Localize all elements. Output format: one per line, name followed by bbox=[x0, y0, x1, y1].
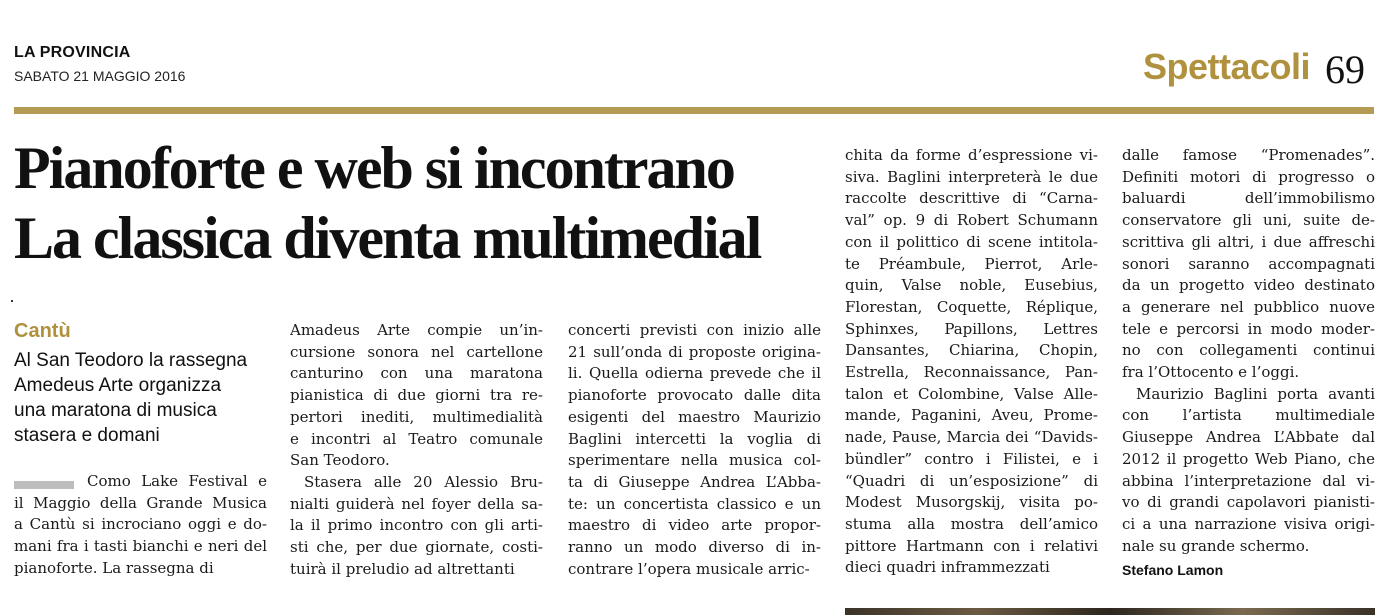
text-line: chita da forme d’espressione vi- bbox=[845, 146, 1098, 164]
text-line: quin, Valse noble, Eusebius, bbox=[845, 276, 1098, 295]
text-line: Estrella, Reconnaissance, Pan- bbox=[845, 363, 1098, 382]
subheadline-line: Amedeus Arte organizza bbox=[14, 375, 222, 396]
text-line: talon et Colombine, Valse Alle- bbox=[845, 384, 1098, 403]
headline-line-2: La classica diventa multimedial bbox=[14, 205, 761, 271]
text-line: sperimentare nella musica col- bbox=[568, 451, 821, 470]
text-line: 2012 il progetto Web Piano, che bbox=[1122, 449, 1375, 468]
text-line: a Cantù si incrociano oggi e do- bbox=[14, 515, 267, 534]
text-line: Maurizio Baglini porta avanti bbox=[1136, 384, 1375, 403]
newspaper-name: LA PROVINCIA bbox=[14, 44, 131, 61]
text-line: nale su grande schermo. bbox=[1122, 536, 1310, 555]
text-line: ci a una narrazione visiva origi- bbox=[1122, 514, 1375, 533]
text-line: nialti guiderà nel foyer della sa- bbox=[290, 494, 543, 513]
page-number: 69 bbox=[1325, 47, 1365, 92]
text-line: Definiti motori di progresso o bbox=[1122, 167, 1375, 186]
text-line: tuirà il preludio ad altrettanti bbox=[290, 559, 515, 578]
text-line: 21 sull’onda di proposte origina- bbox=[568, 342, 821, 361]
text-line: con il polittico di scene intitola- bbox=[845, 232, 1098, 251]
section-rule bbox=[14, 107, 1374, 114]
text-line: dalle famose “Promenades”. bbox=[1122, 146, 1375, 164]
text-line: ranno un modo diverso di in- bbox=[568, 538, 821, 557]
section-title: Spettacoli bbox=[1143, 46, 1311, 87]
text-line: Como Lake Festival e bbox=[87, 472, 267, 490]
article-column-2 bbox=[290, 320, 543, 580]
text-line: li. Quella odierna prevede che il bbox=[568, 364, 821, 383]
article-column-3 bbox=[568, 320, 821, 580]
text-line: fra l’Ottocento e l’oggi. bbox=[1122, 363, 1300, 382]
text-line: no con collegamenti continui bbox=[1122, 341, 1375, 360]
issue-date: SABATO 21 MAGGIO 2016 bbox=[14, 68, 186, 84]
article-column-5 bbox=[1122, 145, 1375, 557]
text-line: esigenti del maestro Maurizio bbox=[568, 407, 821, 426]
text-line: pertori inediti, multimedialità bbox=[290, 407, 543, 426]
text-line: siva. Baglini interpreterà le due bbox=[845, 167, 1098, 186]
text-line: sti che, per due giornate, costi- bbox=[290, 538, 543, 557]
subheadline bbox=[14, 348, 254, 448]
text-line: Sphinxes, Papillons, Lettres bbox=[845, 319, 1098, 338]
text-line: scrittiva gli altri, i due affreschi bbox=[1122, 232, 1375, 251]
text-line: mande, Paganini, Aveu, Prome- bbox=[845, 406, 1098, 425]
text-line: Florestan, Coquette, Réplique, bbox=[845, 297, 1098, 316]
article-column-1 bbox=[14, 471, 267, 580]
text-line: Baglini intercetti la voglia di bbox=[568, 429, 821, 448]
text-line: con l’artista multimediale bbox=[1122, 406, 1375, 425]
text-line: conservatore gli uni, suite de- bbox=[1122, 211, 1375, 230]
photo-edge bbox=[845, 608, 1375, 615]
stray-dot bbox=[11, 300, 13, 302]
text-line: val” op. 9 di Robert Schumann bbox=[845, 211, 1098, 230]
kicker: Cantù bbox=[14, 320, 71, 342]
text-line: Modest Musorgskij, visita po- bbox=[845, 493, 1098, 512]
text-line: pianoforte. La rassegna di bbox=[14, 558, 214, 577]
text-line: pianistica di due giorni tra re- bbox=[290, 386, 543, 405]
headline-line-1: Pianoforte e web si incontrano bbox=[14, 135, 734, 201]
text-line: bündler” contro i Filistei, e i bbox=[845, 449, 1098, 468]
text-line: contrare l’opera musicale arric- bbox=[568, 559, 810, 578]
text-line: stuma alla mostra dell’amico bbox=[845, 514, 1098, 533]
text-line: te: un concertista classico e un bbox=[568, 494, 821, 513]
text-line: Amadeus Arte compie un’in- bbox=[290, 321, 543, 339]
text-line: baluardi dell’immobilismo bbox=[1122, 189, 1375, 208]
text-line: te Préambule, Pierrot, Arle- bbox=[845, 254, 1098, 273]
text-line: mani fra i tasti bianchi e neri del bbox=[14, 537, 267, 556]
text-line: raccolte descrittive di “Carna- bbox=[845, 189, 1098, 208]
text-line: maestro di video arte propor- bbox=[568, 516, 821, 535]
text-line: pianoforte provocato dalle dita bbox=[568, 386, 821, 405]
text-line: canturino con una maratona bbox=[290, 364, 543, 383]
text-line: sonori saranno accompagnati bbox=[1122, 254, 1375, 273]
byline: Stefano Lamon bbox=[1122, 562, 1224, 578]
text-line: cursione sonora nel cartellone bbox=[290, 342, 543, 361]
text-line: e incontri al Teatro comunale bbox=[290, 429, 543, 448]
text-line: da un progetto video destinato bbox=[1122, 276, 1375, 295]
text-line: “Quadri di un’esposizione” di bbox=[845, 471, 1098, 490]
article-column-4 bbox=[845, 145, 1098, 579]
text-line: Giuseppe Andrea L’Abbate dal bbox=[1122, 428, 1375, 447]
subheadline-line: stasera e domani bbox=[14, 425, 160, 446]
subheadline-line: Al San Teodoro la rassegna bbox=[14, 350, 248, 371]
text-line: la il primo incontro con gli arti- bbox=[290, 516, 543, 535]
text-line: concerti previsti con inizio alle bbox=[568, 321, 821, 339]
text-line: a generare nel pubblico nuove bbox=[1122, 297, 1375, 316]
subheadline-line: una maratona di musica bbox=[14, 400, 217, 421]
text-line: dieci quadri inframmezzati bbox=[845, 558, 1050, 577]
text-line: vo di grandi capolavori pianisti- bbox=[1122, 493, 1375, 512]
text-line: San Teodoro. bbox=[290, 451, 390, 470]
text-line: nade, Pause, Marcia dei “Davids- bbox=[845, 428, 1098, 447]
text-line: abbina l’interpretazione dal vi- bbox=[1122, 471, 1375, 490]
text-line: Dansantes, Chiarina, Chopin, bbox=[845, 341, 1098, 360]
text-line: pittore Hartmann con i relativi bbox=[845, 536, 1098, 555]
text-line: ta di Giuseppe Andrea L’Abba- bbox=[568, 472, 821, 491]
text-line: il Maggio della Grande Musica bbox=[14, 493, 267, 512]
text-line: tele e percorsi in modo moder- bbox=[1122, 319, 1375, 338]
text-line: Stasera alle 20 Alessio Bru- bbox=[304, 472, 543, 491]
